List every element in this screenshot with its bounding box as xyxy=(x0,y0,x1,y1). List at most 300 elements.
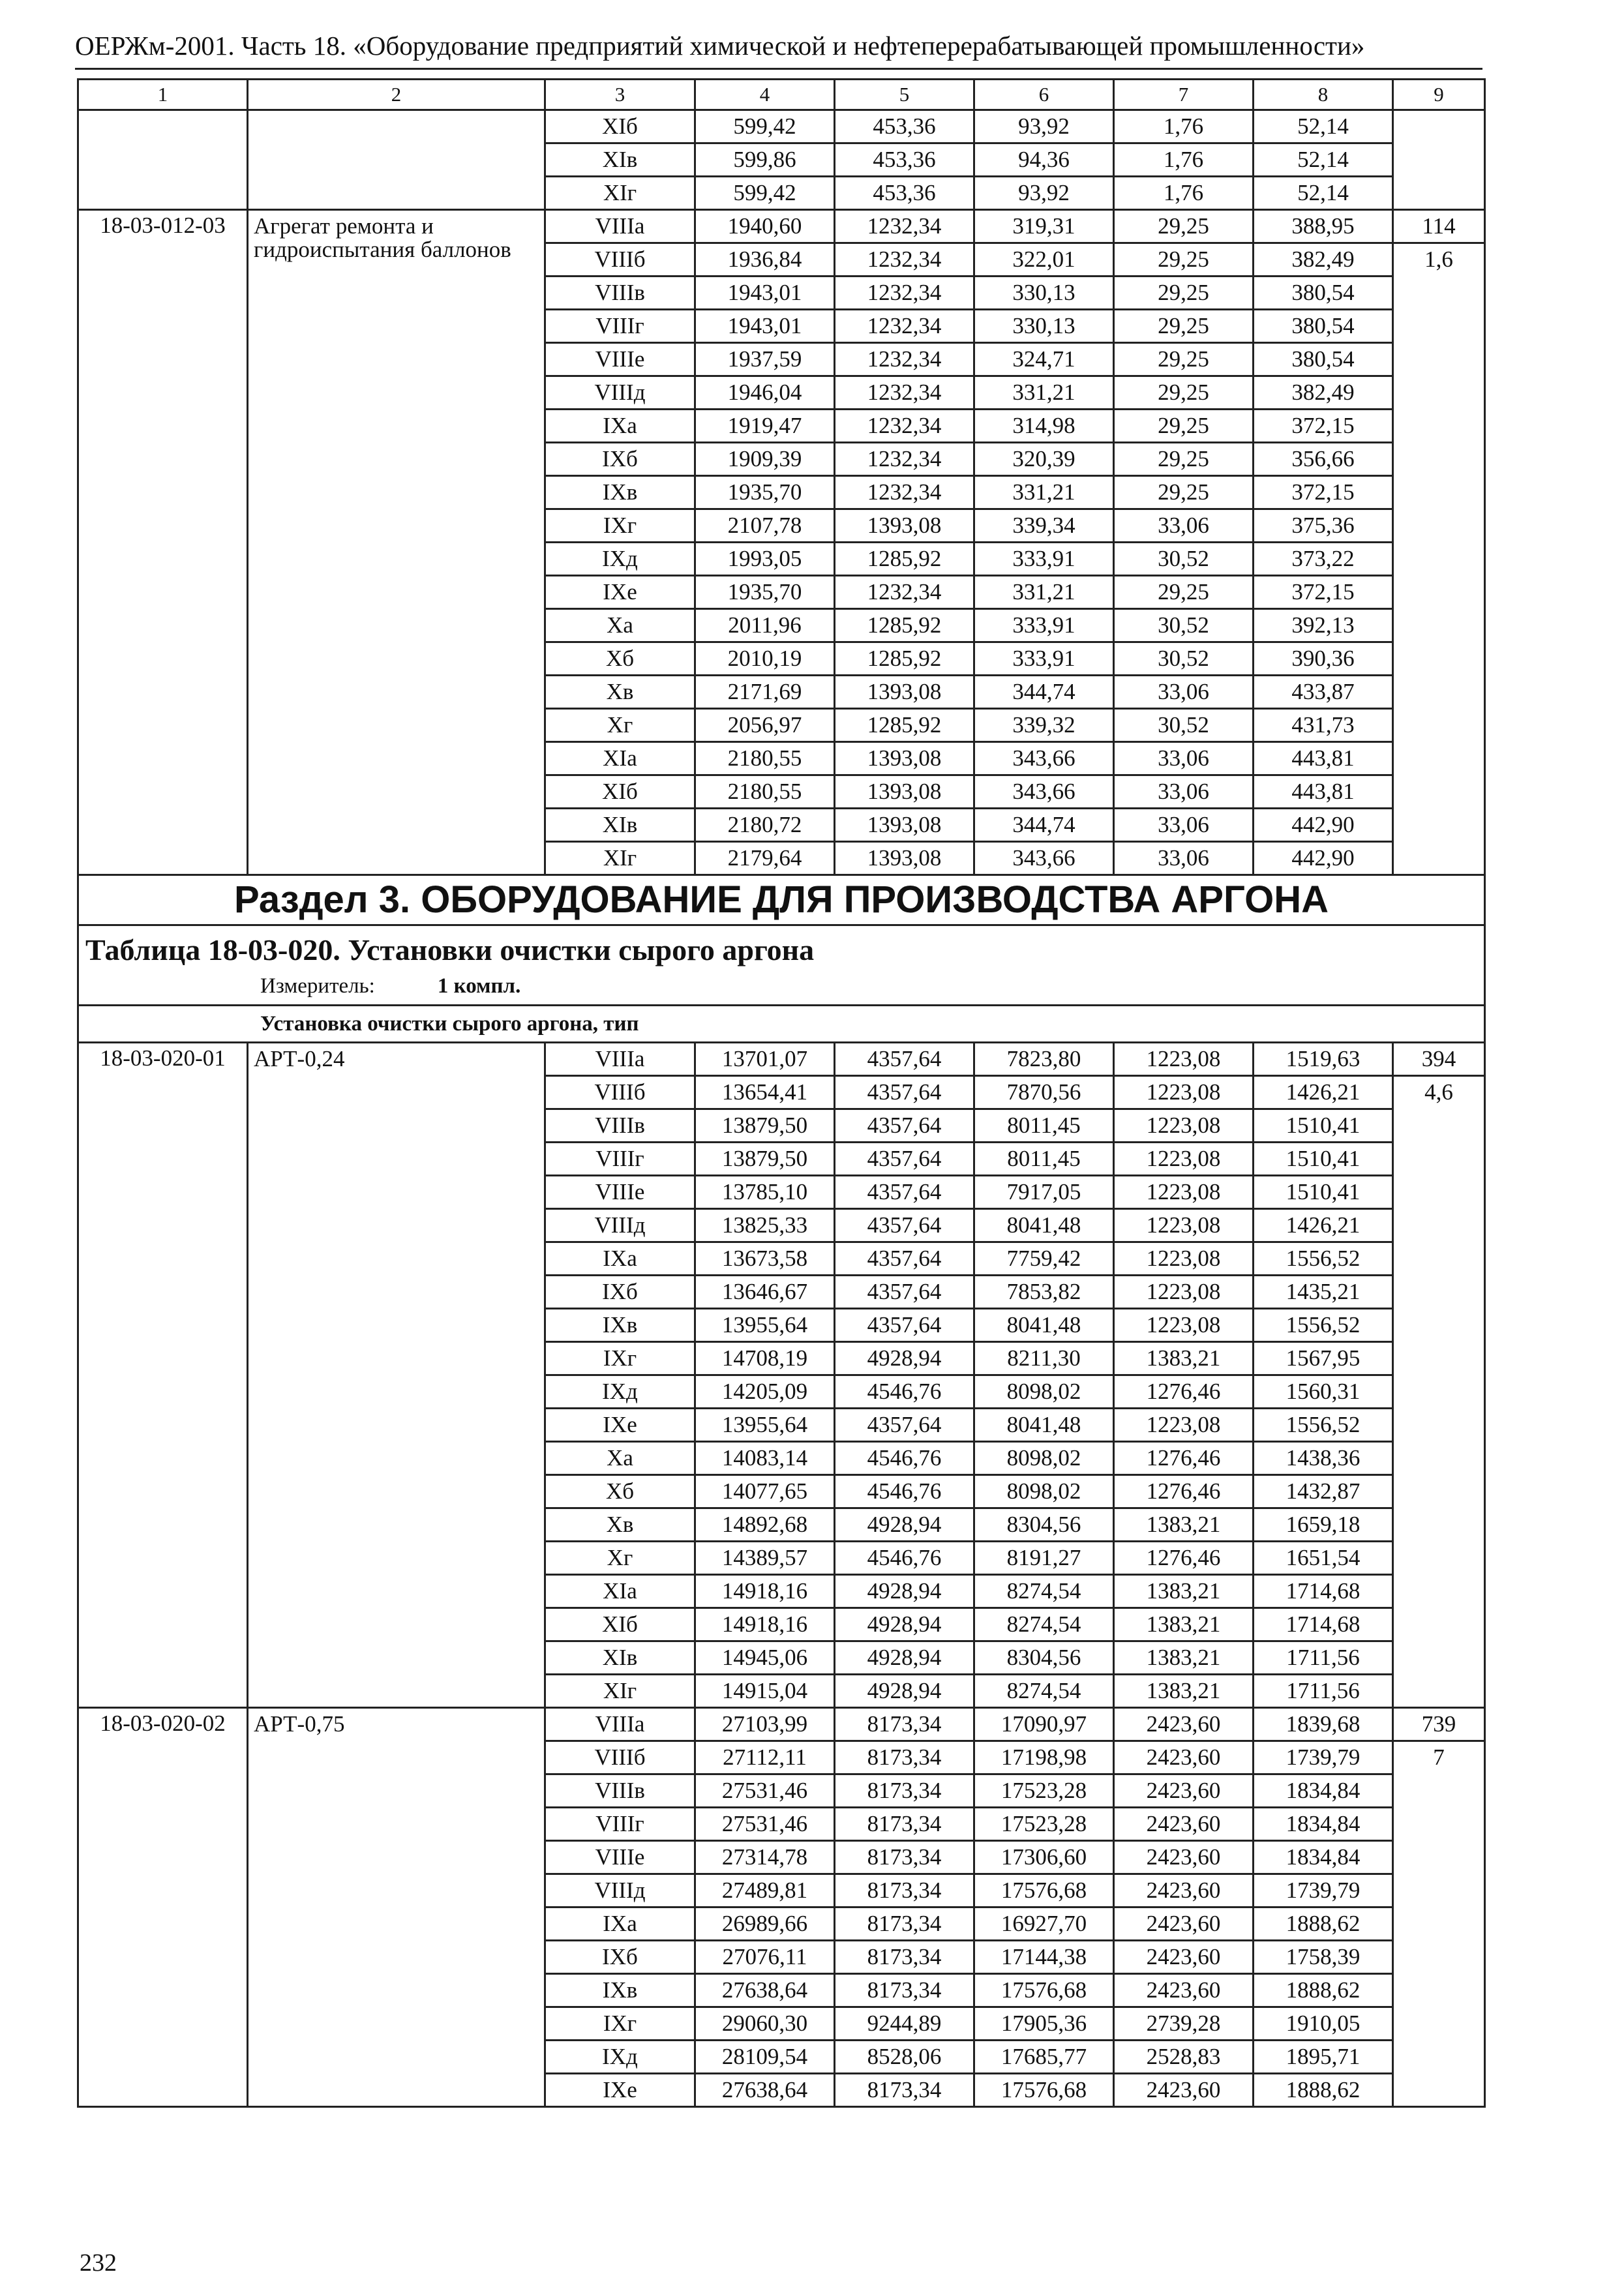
column-number: 5 xyxy=(835,80,974,110)
value-cell: 1739,79 xyxy=(1254,1874,1393,1908)
value-cell: 4928,94 xyxy=(835,1342,974,1375)
zone-cell: IXб xyxy=(545,443,695,476)
zone-cell: VIIIв xyxy=(545,1774,695,1808)
value-cell: 1383,21 xyxy=(1114,1342,1254,1375)
value-cell: 8173,34 xyxy=(835,1908,974,1941)
value-cell: 339,34 xyxy=(974,509,1114,543)
zone-cell: XIб xyxy=(545,110,695,143)
value-cell: 9244,89 xyxy=(835,2007,974,2041)
value-cell: 17576,68 xyxy=(974,1874,1114,1908)
value-cell: 30,52 xyxy=(1114,543,1254,576)
meter xyxy=(85,976,1484,997)
value-cell: 4546,76 xyxy=(835,1375,974,1409)
zone-cell: VIIIе xyxy=(545,1176,695,1209)
value-cell: 8274,54 xyxy=(974,1675,1114,1708)
value-cell: 30,52 xyxy=(1114,642,1254,676)
value-cell: 14918,16 xyxy=(695,1608,835,1641)
value-cell: 1556,52 xyxy=(1254,1242,1393,1276)
zone-cell: VIIIе xyxy=(545,343,695,376)
value-cell: 26989,66 xyxy=(695,1908,835,1941)
code-cell-empty xyxy=(78,110,248,210)
value-cell: 2180,55 xyxy=(695,775,835,809)
value-cell: 14083,14 xyxy=(695,1442,835,1475)
zone-cell: VIIIд xyxy=(545,376,695,410)
value-cell: 314,98 xyxy=(974,410,1114,443)
value-cell: 27638,64 xyxy=(695,1974,835,2007)
column-number: 6 xyxy=(974,80,1114,110)
value-cell: 4928,94 xyxy=(835,1508,974,1542)
value-cell: 1232,34 xyxy=(835,476,974,509)
value-cell: 1223,08 xyxy=(1114,1409,1254,1442)
value-cell: 33,06 xyxy=(1114,676,1254,709)
value-cell: 1935,70 xyxy=(695,576,835,609)
value-cell: 8011,45 xyxy=(974,1109,1114,1143)
zone-cell: IXв xyxy=(545,1974,695,2007)
value-cell: 442,90 xyxy=(1254,842,1393,875)
value-cell: 375,36 xyxy=(1254,509,1393,543)
table-title-block xyxy=(78,925,1485,1006)
column-number: 3 xyxy=(545,80,695,110)
value-cell: 319,31 xyxy=(974,210,1114,243)
value-cell: 29,25 xyxy=(1114,443,1254,476)
value-cell: 4357,64 xyxy=(835,1076,974,1109)
value-cell: 8098,02 xyxy=(974,1375,1114,1409)
zone-cell: VIIIб xyxy=(545,243,695,277)
value-cell: 372,15 xyxy=(1254,410,1393,443)
value-cell: 1426,21 xyxy=(1254,1076,1393,1109)
table-row xyxy=(78,110,1485,143)
zone-cell: IXв xyxy=(545,1309,695,1342)
value-cell: 333,91 xyxy=(974,543,1114,576)
zone-cell: XIа xyxy=(545,1575,695,1608)
value-cell: 1936,84 xyxy=(695,243,835,277)
value-cell: 1714,68 xyxy=(1254,1608,1393,1641)
value-cell: 372,15 xyxy=(1254,576,1393,609)
value-cell: 14389,57 xyxy=(695,1542,835,1575)
value-cell: 1651,54 xyxy=(1254,1542,1393,1575)
value-cell: 27638,64 xyxy=(695,2074,835,2107)
header-rule xyxy=(75,68,1482,70)
value-cell: 1383,21 xyxy=(1114,1608,1254,1641)
value-cell: 1659,18 xyxy=(1254,1508,1393,1542)
value-cell: 1519,63 xyxy=(1254,1043,1393,1076)
value-cell: 1937,59 xyxy=(695,343,835,376)
value-cell: 33,06 xyxy=(1114,775,1254,809)
zone-cell: IXг xyxy=(545,2007,695,2041)
value-cell: 14077,65 xyxy=(695,1475,835,1508)
zone-cell: IXе xyxy=(545,576,695,609)
value-cell: 339,32 xyxy=(974,709,1114,742)
value-cell: 1556,52 xyxy=(1254,1309,1393,1342)
zone-cell: IXа xyxy=(545,410,695,443)
value-cell: 27103,99 xyxy=(695,1708,835,1741)
value-cell: 1393,08 xyxy=(835,509,974,543)
value-cell: 17306,60 xyxy=(974,1841,1114,1874)
value-cell: 27314,78 xyxy=(695,1841,835,1874)
value-cell: 1393,08 xyxy=(835,676,974,709)
value-cell: 4357,64 xyxy=(835,1242,974,1276)
value-cell: 453,36 xyxy=(835,110,974,143)
value-cell: 13646,67 xyxy=(695,1276,835,1309)
value-cell: 1223,08 xyxy=(1114,1043,1254,1076)
table-row xyxy=(78,1708,1485,1741)
value-cell: 1232,34 xyxy=(835,376,974,410)
zone-cell: VIIIг xyxy=(545,1808,695,1841)
value-cell: 1895,71 xyxy=(1254,2041,1393,2074)
value-cell: 2423,60 xyxy=(1114,1874,1254,1908)
value-cell: 599,42 xyxy=(695,177,835,210)
value-cell: 29,25 xyxy=(1114,310,1254,343)
value-cell: 1232,34 xyxy=(835,210,974,243)
value-cell: 33,06 xyxy=(1114,742,1254,775)
zone-cell: IXе xyxy=(545,1409,695,1442)
value-cell: 1834,84 xyxy=(1254,1841,1393,1874)
value-cell: 17144,38 xyxy=(974,1941,1114,1974)
value-cell: 320,39 xyxy=(974,443,1114,476)
value-cell: 2171,69 xyxy=(695,676,835,709)
value-cell: 27531,46 xyxy=(695,1808,835,1841)
zone-cell: IXб xyxy=(545,1941,695,1974)
value-cell: 14945,06 xyxy=(695,1641,835,1675)
value-cell: 1,76 xyxy=(1114,143,1254,177)
zone-cell: XIв xyxy=(545,143,695,177)
value-cell: 2179,64 xyxy=(695,842,835,875)
value-cell: 390,36 xyxy=(1254,642,1393,676)
table-row xyxy=(78,210,1485,243)
value-cell: 30,52 xyxy=(1114,609,1254,642)
value-cell: 8173,34 xyxy=(835,1841,974,1874)
value-cell: 1834,84 xyxy=(1254,1808,1393,1841)
value-cell: 94,36 xyxy=(974,143,1114,177)
value-cell: 8041,48 xyxy=(974,1309,1114,1342)
subtitle: Установка очистки сырого аргона, тип xyxy=(78,1006,1485,1043)
value-cell: 1935,70 xyxy=(695,476,835,509)
meter-label: Измеритель: xyxy=(260,974,375,998)
name-cell-empty xyxy=(248,110,545,210)
value-cell: 388,95 xyxy=(1254,210,1393,243)
value-cell: 29,25 xyxy=(1114,277,1254,310)
value-cell: 14918,16 xyxy=(695,1575,835,1608)
zone-cell: Xб xyxy=(545,1475,695,1508)
value-cell: 373,22 xyxy=(1254,543,1393,576)
value-cell: 1285,92 xyxy=(835,709,974,742)
value-cell: 13879,50 xyxy=(695,1143,835,1176)
column-numbers-row xyxy=(78,80,1485,110)
zone-cell: XIг xyxy=(545,177,695,210)
zone-cell: Xб xyxy=(545,642,695,676)
zone-cell: VIIIг xyxy=(545,1143,695,1176)
value-cell: 13955,64 xyxy=(695,1309,835,1342)
value-cell: 1276,46 xyxy=(1114,1475,1254,1508)
col9-value: 739 xyxy=(1393,1708,1485,1741)
column-number: 7 xyxy=(1114,80,1254,110)
value-cell: 1232,34 xyxy=(835,443,974,476)
page-number: 232 xyxy=(80,2249,117,2277)
value-cell: 4928,94 xyxy=(835,1641,974,1675)
value-cell: 392,13 xyxy=(1254,609,1393,642)
value-cell: 330,13 xyxy=(974,310,1114,343)
value-cell: 13654,41 xyxy=(695,1076,835,1109)
value-cell: 29060,30 xyxy=(695,2007,835,2041)
value-cell: 1393,08 xyxy=(835,809,974,842)
page-header: ОЕРЖм-2001. Часть 18. «Оборудование предприятий химической и нефтеперерабатывающей промышленности» xyxy=(75,31,1365,61)
value-cell: 1834,84 xyxy=(1254,1774,1393,1808)
zone-cell: Xа xyxy=(545,609,695,642)
zone-cell: IXг xyxy=(545,1342,695,1375)
value-cell: 2423,60 xyxy=(1114,1941,1254,1974)
value-cell: 8211,30 xyxy=(974,1342,1114,1375)
value-cell: 29,25 xyxy=(1114,476,1254,509)
section-title: Раздел 3. ОБОРУДОВАНИЕ ДЛЯ ПРОИЗВОДСТВА АРГОНА xyxy=(78,875,1485,925)
value-cell: 93,92 xyxy=(974,177,1114,210)
zone-cell: Xа xyxy=(545,1442,695,1475)
value-cell: 333,91 xyxy=(974,609,1114,642)
value-cell: 324,71 xyxy=(974,343,1114,376)
value-cell: 599,86 xyxy=(695,143,835,177)
value-cell: 1393,08 xyxy=(835,775,974,809)
zone-cell: XIб xyxy=(545,775,695,809)
value-cell: 4546,76 xyxy=(835,1442,974,1475)
value-cell: 4928,94 xyxy=(835,1675,974,1708)
value-cell: 4546,76 xyxy=(835,1475,974,1508)
value-cell: 1223,08 xyxy=(1114,1076,1254,1109)
value-cell: 13879,50 xyxy=(695,1109,835,1143)
zone-cell: Xв xyxy=(545,1508,695,1542)
value-cell: 2423,60 xyxy=(1114,1974,1254,2007)
value-cell: 1510,41 xyxy=(1254,1109,1393,1143)
meter-value: 1 компл. xyxy=(437,974,521,998)
value-cell: 1910,05 xyxy=(1254,2007,1393,2041)
column-number: 4 xyxy=(695,80,835,110)
zone-cell: VIIIд xyxy=(545,1209,695,1242)
zone-cell: VIIIв xyxy=(545,277,695,310)
value-cell: 331,21 xyxy=(974,376,1114,410)
value-cell: 380,54 xyxy=(1254,277,1393,310)
value-cell: 453,36 xyxy=(835,143,974,177)
table-title: Таблица 18-03-020. Установки очистки сырого аргона xyxy=(85,933,815,966)
value-cell: 52,14 xyxy=(1254,143,1393,177)
value-cell: 7823,80 xyxy=(974,1043,1114,1076)
value-cell: 29,25 xyxy=(1114,243,1254,277)
subtitle-row xyxy=(78,1006,1485,1043)
value-cell: 442,90 xyxy=(1254,809,1393,842)
value-cell: 1567,95 xyxy=(1254,1342,1393,1375)
value-cell: 1232,34 xyxy=(835,277,974,310)
value-cell: 1232,34 xyxy=(835,310,974,343)
value-cell: 8304,56 xyxy=(974,1641,1114,1675)
item-code: 18-03-020-02 xyxy=(78,1708,248,2107)
value-cell: 1560,31 xyxy=(1254,1375,1393,1409)
zone-cell: XIв xyxy=(545,1641,695,1675)
zone-cell: VIIIе xyxy=(545,1841,695,1874)
value-cell: 2423,60 xyxy=(1114,1708,1254,1741)
value-cell: 29,25 xyxy=(1114,576,1254,609)
col9-value: 114 xyxy=(1393,210,1485,243)
value-cell: 1285,92 xyxy=(835,543,974,576)
column-number: 2 xyxy=(248,80,545,110)
value-cell: 14205,09 xyxy=(695,1375,835,1409)
value-cell: 344,74 xyxy=(974,676,1114,709)
value-cell: 2423,60 xyxy=(1114,1741,1254,1774)
value-cell: 1711,56 xyxy=(1254,1675,1393,1708)
value-cell: 330,13 xyxy=(974,277,1114,310)
value-cell: 4357,64 xyxy=(835,1276,974,1309)
value-cell: 1940,60 xyxy=(695,210,835,243)
value-cell: 1714,68 xyxy=(1254,1575,1393,1608)
value-cell: 1393,08 xyxy=(835,842,974,875)
value-cell: 1943,01 xyxy=(695,310,835,343)
value-cell: 29,25 xyxy=(1114,376,1254,410)
value-cell: 8098,02 xyxy=(974,1475,1114,1508)
value-cell: 4357,64 xyxy=(835,1176,974,1209)
value-cell: 13955,64 xyxy=(695,1409,835,1442)
value-cell: 1383,21 xyxy=(1114,1575,1254,1608)
value-cell: 4357,64 xyxy=(835,1109,974,1143)
value-cell: 52,14 xyxy=(1254,177,1393,210)
value-cell: 17576,68 xyxy=(974,2074,1114,2107)
value-cell: 1711,56 xyxy=(1254,1641,1393,1675)
column-number: 9 xyxy=(1393,80,1485,110)
value-cell: 1510,41 xyxy=(1254,1143,1393,1176)
value-cell: 2423,60 xyxy=(1114,1774,1254,1808)
zone-cell: IXе xyxy=(545,2074,695,2107)
zone-cell: VIIIд xyxy=(545,1874,695,1908)
value-cell: 33,06 xyxy=(1114,809,1254,842)
value-cell: 4357,64 xyxy=(835,1209,974,1242)
table-row xyxy=(78,1043,1485,1076)
value-cell: 1276,46 xyxy=(1114,1542,1254,1575)
value-cell: 29,25 xyxy=(1114,210,1254,243)
value-cell: 4928,94 xyxy=(835,1608,974,1641)
item-name: Агрегат ремонта и гидроиспытания баллонов xyxy=(248,210,545,875)
value-cell: 1510,41 xyxy=(1254,1176,1393,1209)
value-cell: 8173,34 xyxy=(835,1941,974,1974)
column-number: 8 xyxy=(1254,80,1393,110)
value-cell: 8011,45 xyxy=(974,1143,1114,1176)
zone-cell: XIв xyxy=(545,809,695,842)
value-cell: 8528,06 xyxy=(835,2041,974,2074)
value-cell: 1909,39 xyxy=(695,443,835,476)
value-cell: 1232,34 xyxy=(835,576,974,609)
value-cell: 1888,62 xyxy=(1254,1908,1393,1941)
zone-cell: VIIIг xyxy=(545,310,695,343)
value-cell: 380,54 xyxy=(1254,310,1393,343)
section-row xyxy=(78,875,1485,925)
value-cell: 14915,04 xyxy=(695,1675,835,1708)
zone-cell: VIIIб xyxy=(545,1076,695,1109)
value-cell: 2423,60 xyxy=(1114,1841,1254,1874)
value-cell: 2180,55 xyxy=(695,742,835,775)
col9-value: 7 xyxy=(1393,1741,1485,2107)
zone-cell: XIг xyxy=(545,842,695,875)
value-cell: 17685,77 xyxy=(974,2041,1114,2074)
value-cell: 1432,87 xyxy=(1254,1475,1393,1508)
value-cell: 8191,27 xyxy=(974,1542,1114,1575)
value-cell: 8173,34 xyxy=(835,1974,974,2007)
zone-cell: IXг xyxy=(545,509,695,543)
column-number: 1 xyxy=(78,80,248,110)
value-cell: 1,76 xyxy=(1114,110,1254,143)
value-cell: 1383,21 xyxy=(1114,1641,1254,1675)
value-cell: 8173,34 xyxy=(835,1708,974,1741)
value-cell: 356,66 xyxy=(1254,443,1393,476)
value-cell: 1223,08 xyxy=(1114,1143,1254,1176)
price-table xyxy=(77,78,1486,2108)
zone-cell: IXд xyxy=(545,543,695,576)
value-cell: 2423,60 xyxy=(1114,1908,1254,1941)
table-body xyxy=(78,80,1485,2107)
value-cell: 443,81 xyxy=(1254,775,1393,809)
value-cell: 2739,28 xyxy=(1114,2007,1254,2041)
zone-cell: VIIIв xyxy=(545,1109,695,1143)
value-cell: 343,66 xyxy=(974,842,1114,875)
value-cell: 13825,33 xyxy=(695,1209,835,1242)
zone-cell: IXб xyxy=(545,1276,695,1309)
value-cell: 343,66 xyxy=(974,742,1114,775)
value-cell: 1276,46 xyxy=(1114,1375,1254,1409)
value-cell: 2423,60 xyxy=(1114,2074,1254,2107)
value-cell: 2011,96 xyxy=(695,609,835,642)
value-cell: 1839,68 xyxy=(1254,1708,1393,1741)
item-name: АРТ-0,75 xyxy=(248,1708,545,2107)
value-cell: 1223,08 xyxy=(1114,1309,1254,1342)
value-cell: 13701,07 xyxy=(695,1043,835,1076)
value-cell: 322,01 xyxy=(974,243,1114,277)
value-cell: 14892,68 xyxy=(695,1508,835,1542)
value-cell: 2010,19 xyxy=(695,642,835,676)
col9-cell-empty xyxy=(1393,110,1485,210)
value-cell: 4357,64 xyxy=(835,1309,974,1342)
value-cell: 28109,54 xyxy=(695,2041,835,2074)
value-cell: 93,92 xyxy=(974,110,1114,143)
value-cell: 333,91 xyxy=(974,642,1114,676)
value-cell: 8274,54 xyxy=(974,1575,1114,1608)
value-cell: 1223,08 xyxy=(1114,1109,1254,1143)
value-cell: 2423,60 xyxy=(1114,1808,1254,1841)
value-cell: 7870,56 xyxy=(974,1076,1114,1109)
value-cell: 1223,08 xyxy=(1114,1242,1254,1276)
zone-cell: XIг xyxy=(545,1675,695,1708)
value-cell: 8173,34 xyxy=(835,1874,974,1908)
value-cell: 8274,54 xyxy=(974,1608,1114,1641)
zone-cell: VIIIа xyxy=(545,1708,695,1741)
table-title-row xyxy=(78,925,1485,1006)
item-code: 18-03-012-03 xyxy=(78,210,248,875)
value-cell: 1285,92 xyxy=(835,642,974,676)
value-cell: 33,06 xyxy=(1114,509,1254,543)
zone-cell: IXд xyxy=(545,1375,695,1409)
value-cell: 17523,28 xyxy=(974,1808,1114,1841)
value-cell: 8173,34 xyxy=(835,1741,974,1774)
value-cell: 343,66 xyxy=(974,775,1114,809)
value-cell: 1556,52 xyxy=(1254,1409,1393,1442)
value-cell: 1888,62 xyxy=(1254,2074,1393,2107)
value-cell: 1888,62 xyxy=(1254,1974,1393,2007)
value-cell: 16927,70 xyxy=(974,1908,1114,1941)
value-cell: 380,54 xyxy=(1254,343,1393,376)
value-cell: 29,25 xyxy=(1114,410,1254,443)
value-cell: 27112,11 xyxy=(695,1741,835,1774)
col9-value: 4,6 xyxy=(1393,1076,1485,1708)
value-cell: 8041,48 xyxy=(974,1409,1114,1442)
zone-cell: XIб xyxy=(545,1608,695,1641)
zone-cell: IXа xyxy=(545,1242,695,1276)
value-cell: 4357,64 xyxy=(835,1409,974,1442)
value-cell: 17523,28 xyxy=(974,1774,1114,1808)
value-cell: 33,06 xyxy=(1114,842,1254,875)
value-cell: 17198,98 xyxy=(974,1741,1114,1774)
value-cell: 433,87 xyxy=(1254,676,1393,709)
